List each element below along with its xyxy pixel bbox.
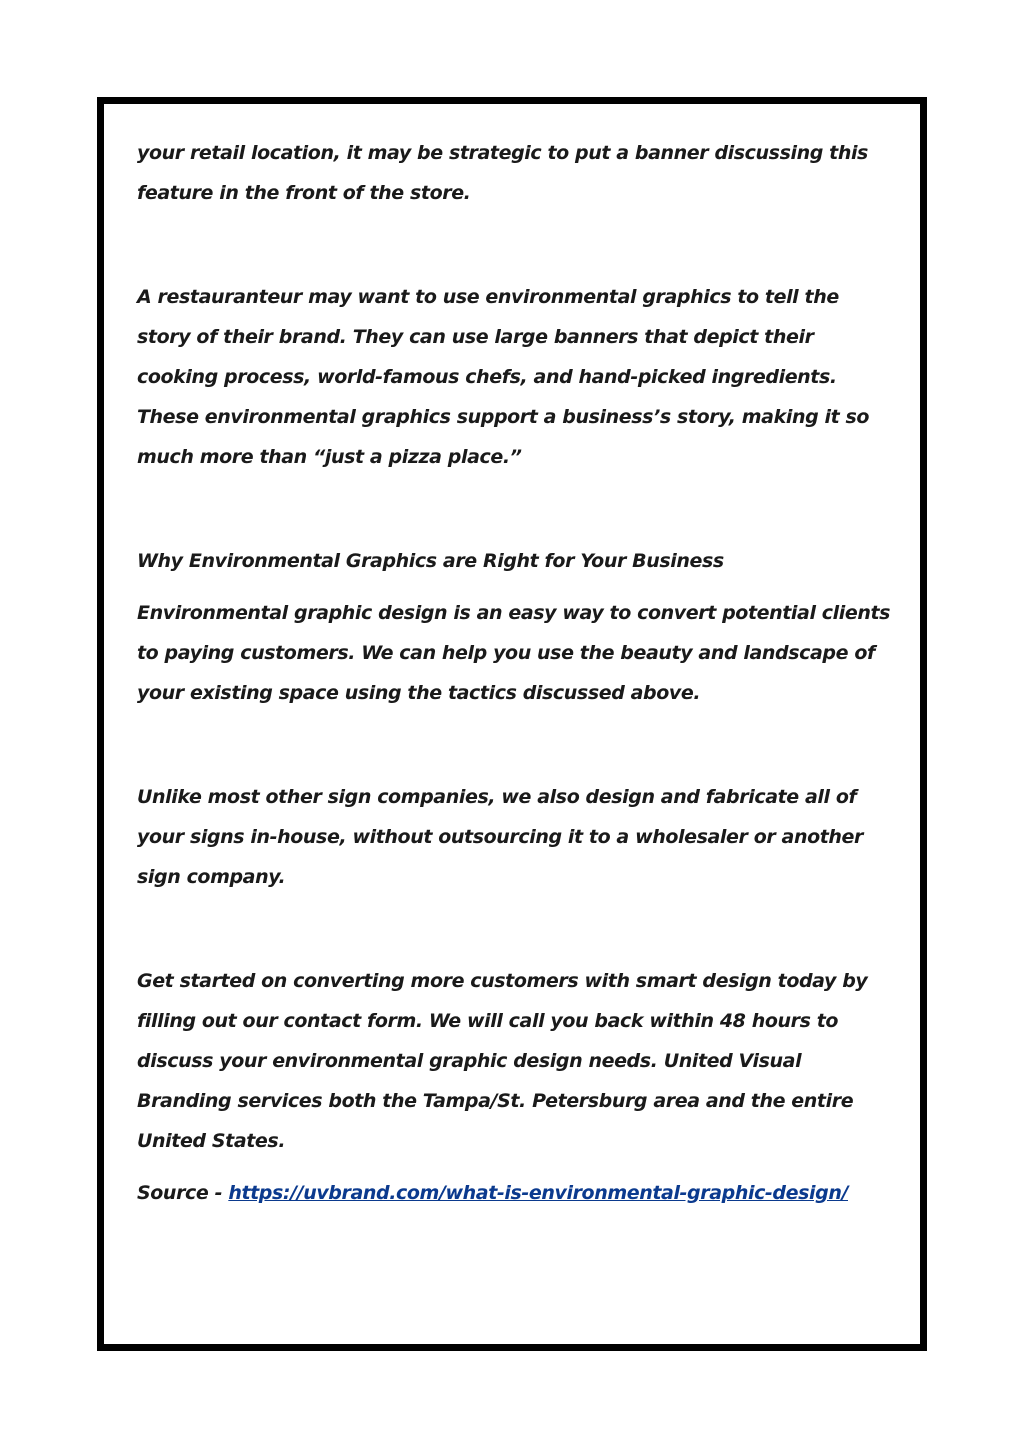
source-label: Source - [137,1182,229,1204]
source-line [137,1173,897,1213]
document-body [137,133,897,1213]
paragraph-convert-clients: Environmental graphic design is an easy way to convert potential clients to paying customers. We can help you use the beauty and landscape of your existing space using the tactics discussed above. [137,602,891,704]
paragraph-in-house: Unlike most other sign companies, we also design and fabricate all of your signs in-house, without outsourcing it to a wholesaler or another sign company. [137,786,864,888]
paragraph-get-started: Get started on converting more customers with smart design today by filling out our contact form. We will call you back within 48 hours to discuss your environmental graphic design needs. United Visual Branding services both the Tampa/St. Petersburg area and the entire United States. [137,970,868,1152]
paragraph-restaurant-story: A restauranteur may want to use environmental graphics to tell the story of their brand. They can use large banners that depict their cooking process, world-famous chefs, and hand-picked ingredients. These environmental graphics support a business’s story, making it so much more than “just a pizza place.” [137,286,870,468]
source-link[interactable]: https://uvbrand.com/what-is-environmental-graphic-design/ [228,1182,848,1204]
section-heading: Why Environmental Graphics are Right for Your Business [137,550,724,572]
paragraph-retail-banner: your retail location, it may be strategic to put a banner discussing this feature in the front of the store. [137,142,868,204]
